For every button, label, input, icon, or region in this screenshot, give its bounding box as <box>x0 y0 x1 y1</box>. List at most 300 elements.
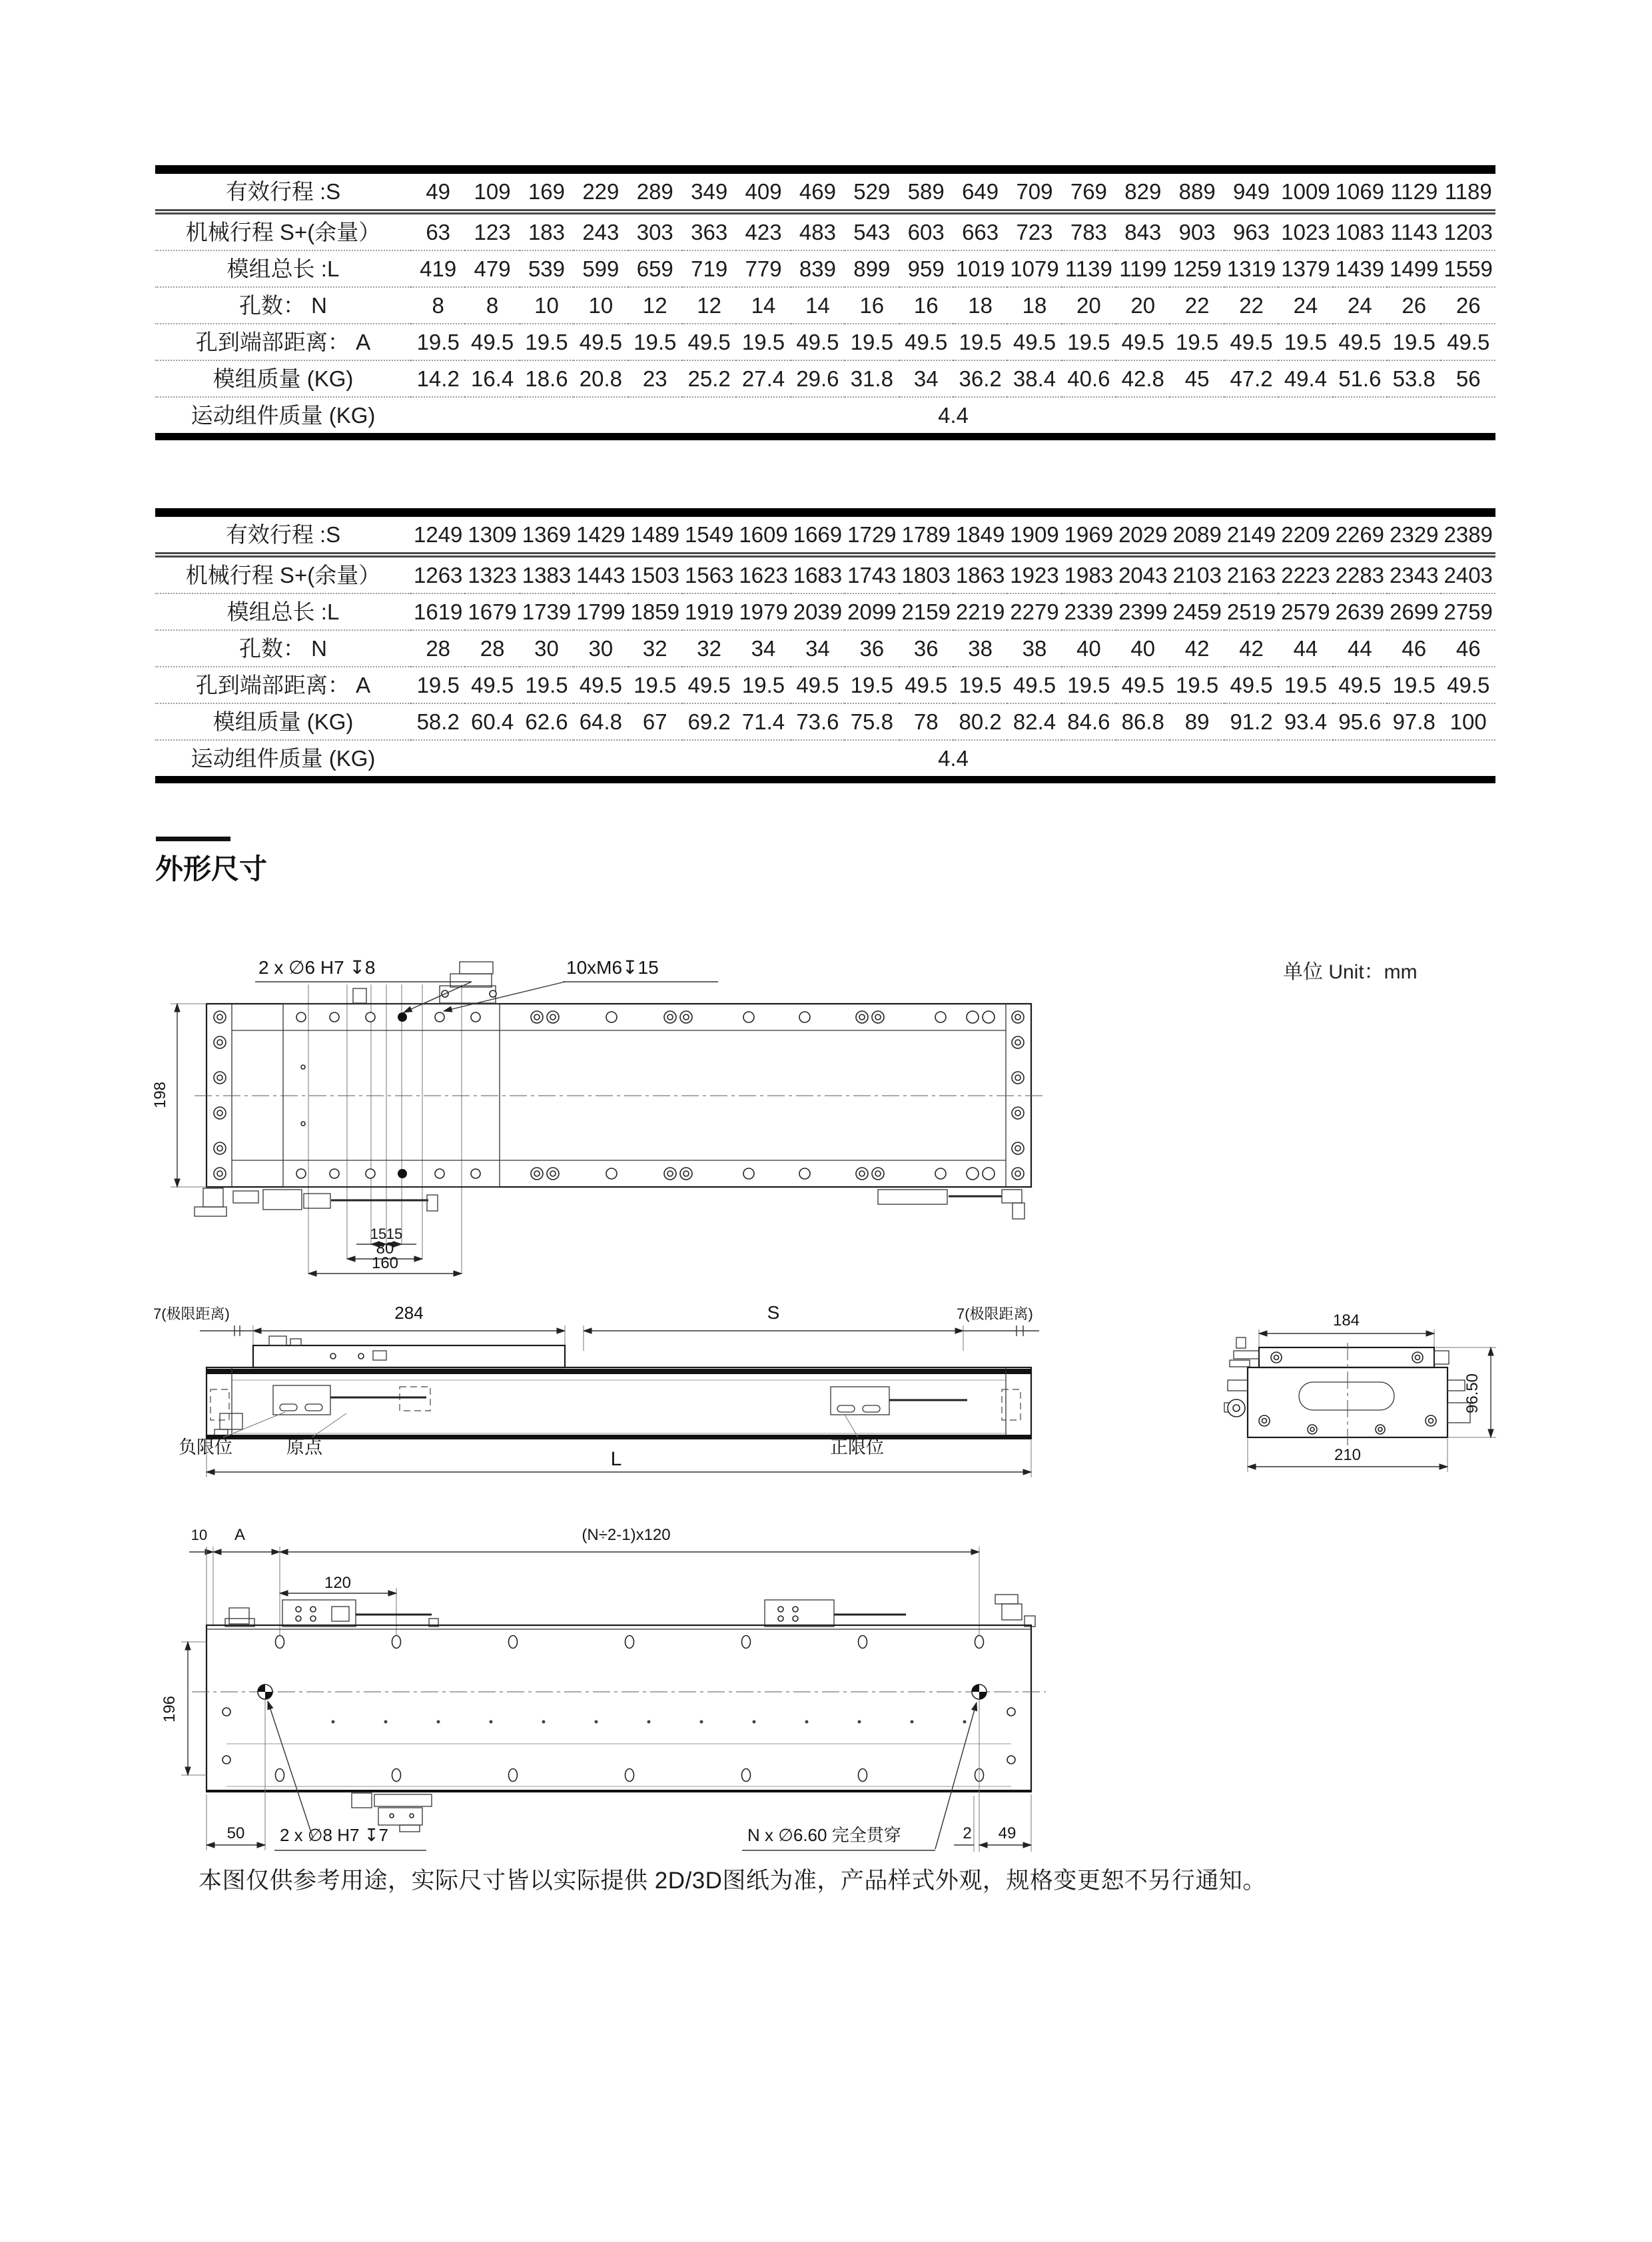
spec-value: 18 <box>968 293 993 318</box>
spec-value: 24 <box>1293 293 1318 318</box>
spec-value: 34 <box>751 636 776 661</box>
side-view-positive-limit-label: 正限位 <box>830 1437 884 1457</box>
bottom-view-dowel-callout: 2 x ∅8 H7 ↧7 <box>280 1825 388 1845</box>
spec-value: 2329 <box>1390 522 1439 547</box>
spec-value: 82.4 <box>1013 709 1056 734</box>
row-label: 孔数： N <box>239 293 327 318</box>
spec-value: 2759 <box>1444 599 1493 624</box>
spec-value: 1563 <box>684 563 734 587</box>
side-view-origin-label: 原点 <box>286 1437 322 1457</box>
spec-value: 49.5 <box>687 330 731 354</box>
spec-value: 19.5 <box>416 330 460 354</box>
spec-value: 19.5 <box>1176 673 1219 697</box>
spec-value: 67 <box>642 709 667 734</box>
spec-value: 2699 <box>1390 599 1439 624</box>
row-label: 机械行程 S+(余量） <box>185 220 381 244</box>
spec-value: 2343 <box>1390 563 1439 587</box>
side-view-stroke-dim: S <box>767 1302 780 1323</box>
spec-value: 469 <box>799 179 836 204</box>
side-view-total-length-dim: L <box>610 1448 622 1470</box>
top-view-15-left-dim: 15 <box>370 1226 387 1242</box>
spec-value: 2223 <box>1281 563 1330 587</box>
spec-value: 71.4 <box>741 709 785 734</box>
spec-value: 14 <box>751 293 776 318</box>
spec-value: 529 <box>853 179 891 204</box>
spec-value: 49.5 <box>687 673 731 697</box>
spec-value: 479 <box>474 256 511 281</box>
spec-value: 109 <box>474 179 511 204</box>
spec-value: 26 <box>1402 293 1427 318</box>
row-label: 有效行程 :S <box>225 522 341 547</box>
spec-value: 19.5 <box>1067 673 1110 697</box>
spec-value: 183 <box>528 220 565 244</box>
spec-value: 1009 <box>1281 179 1330 204</box>
spec-value: 1139 <box>1064 256 1112 281</box>
side-view-limit-left: 7(极限距离) <box>153 1306 230 1322</box>
unit-note: 单位 Unit：mm <box>1283 961 1418 983</box>
spec-value: 10 <box>588 293 614 318</box>
spec-value: 46 <box>1455 636 1481 661</box>
spec-value: 1609 <box>739 522 788 547</box>
spec-value: 40 <box>1076 636 1101 661</box>
spec-value: 49.5 <box>470 673 514 697</box>
dimension-drawings <box>0 919 1652 1918</box>
row-label: 孔到端部距离： A <box>195 673 371 697</box>
spec-value: 23 <box>642 366 667 391</box>
spec-value: 49.5 <box>796 673 839 697</box>
spec-value: 46 <box>1402 636 1427 661</box>
spec-value: 19.5 <box>741 330 785 354</box>
spec-value: 20.8 <box>579 366 622 391</box>
spec-value: 2283 <box>1335 563 1385 587</box>
spec-value: 2209 <box>1281 522 1330 547</box>
spec-value: 719 <box>691 256 728 281</box>
end-view-drawing <box>1224 1311 1496 1472</box>
spec-value: 1309 <box>468 522 517 547</box>
spec-row <box>155 703 1495 740</box>
row-label: 模组质量 (KG) <box>212 366 354 391</box>
spec-value: 2219 <box>955 599 1005 624</box>
spec-value: 20 <box>1076 293 1101 318</box>
spec-value: 44 <box>1293 636 1318 661</box>
spec-value: 22 <box>1184 293 1210 318</box>
spec-value: 24 <box>1347 293 1372 318</box>
spec-value: 1203 <box>1444 220 1493 244</box>
spec-value: 31.8 <box>850 366 893 391</box>
side-view-negative-limit-label: 负限位 <box>179 1437 232 1457</box>
spec-value: 2149 <box>1226 522 1276 547</box>
spec-value: 19.5 <box>1176 330 1219 354</box>
spec-value: 38 <box>968 636 993 661</box>
spec-row <box>155 593 1495 630</box>
spec-value: 25.2 <box>687 366 731 391</box>
spec-value: 58.2 <box>416 709 460 734</box>
spec-value: 36 <box>913 636 939 661</box>
spec-value: 34 <box>805 636 830 661</box>
spec-value: 16 <box>913 293 939 318</box>
spec-value: 169 <box>528 179 565 204</box>
spec-value: 2043 <box>1118 563 1168 587</box>
spec-table-1 <box>155 165 1495 440</box>
bottom-view-pitch-first-dim: 120 <box>324 1574 352 1592</box>
row-label: 模组质量 (KG) <box>212 709 354 734</box>
spec-value: 949 <box>1233 179 1270 204</box>
spec-row <box>155 555 1495 593</box>
spec-value: 49.5 <box>470 330 514 354</box>
end-view-top-width-dim: 184 <box>1332 1311 1360 1329</box>
spec-value: 1739 <box>522 599 572 624</box>
spec-row <box>155 324 1495 360</box>
spec-row <box>155 513 1495 556</box>
spec-value: 959 <box>907 256 945 281</box>
spec-value: 2089 <box>1172 522 1222 547</box>
side-view-drawing <box>153 1302 1039 1477</box>
spec-value: 1669 <box>793 522 843 547</box>
top-view-drawing <box>151 957 1043 1274</box>
spec-value: 889 <box>1178 179 1216 204</box>
spec-value: 1069 <box>1335 179 1385 204</box>
spec-value: 289 <box>636 179 673 204</box>
spec-value: 49.5 <box>796 330 839 354</box>
spec-value: 229 <box>582 179 620 204</box>
spec-value: 903 <box>1178 220 1216 244</box>
spec-value: 1129 <box>1390 179 1438 204</box>
spec-value: 42.8 <box>1121 366 1164 391</box>
spec-value: 349 <box>691 179 728 204</box>
spec-value: 839 <box>799 256 836 281</box>
spec-row <box>155 630 1495 667</box>
spec-value: 1319 <box>1226 256 1276 281</box>
spec-value: 1859 <box>630 599 679 624</box>
spec-value: 899 <box>853 256 891 281</box>
spec-value: 1923 <box>1010 563 1059 587</box>
spec-span-value: 4.4 <box>938 746 969 771</box>
spec-value: 2579 <box>1281 599 1330 624</box>
spec-value: 49.5 <box>1013 673 1056 697</box>
top-view-dowel-callout: 2 x ∅6 H7 ↧8 <box>258 957 376 978</box>
spec-value: 19.5 <box>850 673 893 697</box>
row-label: 运动组件质量 (KG) <box>191 403 376 428</box>
spec-value: 1249 <box>413 522 463 547</box>
spec-value: 36 <box>859 636 885 661</box>
spec-value: 1979 <box>739 599 788 624</box>
spec-value: 1909 <box>1010 522 1059 547</box>
spec-value: 543 <box>853 220 891 244</box>
spec-value: 589 <box>907 179 945 204</box>
spec-value: 49.5 <box>1121 673 1164 697</box>
bottom-view-50-dim: 50 <box>226 1824 245 1842</box>
spec-value: 86.8 <box>1121 709 1164 734</box>
spec-value: 38 <box>1022 636 1047 661</box>
spec-value: 2399 <box>1118 599 1168 624</box>
spec-row <box>155 250 1495 287</box>
spec-value: 1443 <box>576 563 625 587</box>
top-view-160-dim: 160 <box>371 1254 399 1272</box>
spec-value: 97.8 <box>1392 709 1436 734</box>
spec-value: 769 <box>1070 179 1107 204</box>
spec-value: 49.5 <box>1230 330 1273 354</box>
spec-value: 1803 <box>901 563 951 587</box>
spec-value: 53.8 <box>1392 366 1436 391</box>
spec-value: 1549 <box>684 522 734 547</box>
spec-value: 963 <box>1233 220 1270 244</box>
spec-value: 1379 <box>1281 256 1330 281</box>
spec-value: 363 <box>691 220 728 244</box>
spec-value: 123 <box>474 220 511 244</box>
spec-value: 14 <box>805 293 830 318</box>
spec-value: 1679 <box>468 599 517 624</box>
spec-value: 38.4 <box>1013 366 1056 391</box>
spec-value: 49.5 <box>905 673 948 697</box>
spec-value: 49.5 <box>1338 330 1382 354</box>
spec-table-2 <box>155 508 1495 783</box>
spec-value: 49.5 <box>1013 330 1056 354</box>
spec-value: 19.5 <box>525 673 568 697</box>
spec-value: 19.5 <box>1284 673 1328 697</box>
top-view-15-right-dim: 15 <box>386 1226 403 1242</box>
spec-value: 32 <box>642 636 667 661</box>
spec-value: 22 <box>1239 293 1264 318</box>
spec-value: 409 <box>745 179 782 204</box>
spec-value: 423 <box>745 220 782 244</box>
spec-value: 49.5 <box>905 330 948 354</box>
spec-value: 18 <box>1022 293 1047 318</box>
spec-value: 93.4 <box>1284 709 1328 734</box>
spec-value: 49.5 <box>579 673 622 697</box>
spec-value: 1263 <box>413 563 463 587</box>
spec-value: 599 <box>582 256 620 281</box>
spec-value: 1729 <box>847 522 897 547</box>
spec-value: 40 <box>1130 636 1156 661</box>
spec-value: 19.5 <box>959 673 1002 697</box>
end-view-height-dim: 96.50 <box>1463 1373 1481 1414</box>
row-label: 运动组件质量 (KG) <box>191 746 376 771</box>
spec-row <box>155 287 1495 324</box>
spec-value: 1489 <box>630 522 679 547</box>
spec-value: 49.5 <box>1338 673 1382 697</box>
spec-value: 723 <box>1016 220 1053 244</box>
spec-value: 34 <box>913 366 939 391</box>
spec-value: 1969 <box>1064 522 1114 547</box>
spec-value: 69.2 <box>687 709 731 734</box>
spec-value: 1143 <box>1390 220 1438 244</box>
spec-value: 709 <box>1016 179 1053 204</box>
spec-span-value: 4.4 <box>938 403 969 428</box>
spec-value: 84.6 <box>1067 709 1110 734</box>
side-view-carriage-dim: 284 <box>394 1303 424 1323</box>
bottom-view-offset-dim: 10 <box>191 1527 208 1543</box>
spec-value: 19.5 <box>416 673 460 697</box>
spec-value: 19.5 <box>1284 330 1328 354</box>
spec-value: 51.6 <box>1338 366 1382 391</box>
spec-value: 14.2 <box>416 366 460 391</box>
spec-value: 1799 <box>576 599 625 624</box>
spec-value: 243 <box>582 220 620 244</box>
spec-value: 2163 <box>1226 563 1276 587</box>
top-view-width-dim: 198 <box>151 1081 169 1109</box>
spec-value: 1619 <box>413 599 463 624</box>
spec-value: 49.5 <box>1447 673 1490 697</box>
spec-row <box>155 740 1495 780</box>
spec-value: 2403 <box>1444 563 1493 587</box>
spec-value: 19.5 <box>525 330 568 354</box>
row-label: 机械行程 S+(余量） <box>185 563 381 587</box>
spec-value: 2459 <box>1172 599 1222 624</box>
spec-value: 659 <box>636 256 673 281</box>
spec-value: 44 <box>1347 636 1372 661</box>
spec-value: 783 <box>1070 220 1107 244</box>
spec-value: 1503 <box>630 563 679 587</box>
spec-value: 2159 <box>901 599 951 624</box>
spec-value: 2103 <box>1172 563 1222 587</box>
spec-value: 18.6 <box>525 366 568 391</box>
section-title-bar <box>156 837 230 841</box>
spec-value: 75.8 <box>850 709 893 734</box>
spec-value: 100 <box>1449 709 1487 734</box>
bottom-view-width-dim: 196 <box>161 1695 179 1723</box>
spec-value: 26 <box>1455 293 1481 318</box>
spec-value: 30 <box>534 636 559 661</box>
spec-value: 60.4 <box>470 709 514 734</box>
spec-value: 20 <box>1130 293 1156 318</box>
spec-value: 1019 <box>955 256 1005 281</box>
spec-value: 49.5 <box>1230 673 1273 697</box>
spec-value: 42 <box>1184 636 1210 661</box>
footer-note: 本图仅供参考用途，实际尺寸皆以实际提供 2D/3D图纸为准，产品样式外观，规格变更恕不另行通知。 <box>199 1868 1266 1894</box>
spec-value: 2099 <box>847 599 897 624</box>
spec-value: 62.6 <box>525 709 568 734</box>
spec-value: 40.6 <box>1067 366 1110 391</box>
spec-value: 1863 <box>955 563 1005 587</box>
spec-value: 19.5 <box>1392 673 1436 697</box>
spec-value: 78 <box>913 709 939 734</box>
spec-value: 2639 <box>1335 599 1385 624</box>
spec-value: 829 <box>1124 179 1162 204</box>
row-label: 孔到端部距离： A <box>195 330 371 354</box>
spec-value: 2269 <box>1335 522 1385 547</box>
spec-value: 32 <box>697 636 721 661</box>
spec-value: 843 <box>1124 220 1162 244</box>
spec-row <box>155 667 1495 703</box>
spec-value: 1023 <box>1281 220 1330 244</box>
spec-value: 16 <box>859 293 885 318</box>
spec-value: 49.4 <box>1284 366 1328 391</box>
spec-value: 10 <box>534 293 559 318</box>
spec-value: 303 <box>636 220 673 244</box>
spec-value: 649 <box>962 179 999 204</box>
spec-value: 419 <box>420 256 457 281</box>
bottom-view-drawing <box>161 1526 1046 1852</box>
spec-value: 1983 <box>1064 563 1114 587</box>
spec-value: 1849 <box>955 522 1005 547</box>
spec-value: 2279 <box>1010 599 1059 624</box>
spec-value: 1499 <box>1390 256 1439 281</box>
spec-value: 27.4 <box>741 366 785 391</box>
row-label: 模组总长 :L <box>226 599 340 624</box>
spec-value: 2039 <box>793 599 843 624</box>
spec-value: 63 <box>426 220 451 244</box>
spec-value: 2519 <box>1226 599 1276 624</box>
end-view-bottom-width-dim: 210 <box>1334 1446 1362 1464</box>
spec-value: 2339 <box>1064 599 1114 624</box>
spec-value: 73.6 <box>796 709 839 734</box>
spec-value: 45 <box>1184 366 1210 391</box>
spec-row <box>155 397 1495 437</box>
spec-value: 1789 <box>901 522 951 547</box>
spec-value: 1369 <box>522 522 572 547</box>
spec-value: 12 <box>697 293 721 318</box>
bottom-view-through-callout: N x ∅6.60 完全贯穿 <box>747 1825 901 1845</box>
row-label: 孔数： N <box>239 636 327 661</box>
bottom-view-pitch-pattern-dim: (N÷2-1)x120 <box>582 1526 671 1544</box>
spec-value: 539 <box>528 256 565 281</box>
spec-value: 16.4 <box>470 366 514 391</box>
spec-row <box>155 360 1495 397</box>
spec-value: 2389 <box>1444 522 1493 547</box>
spec-value: 19.5 <box>741 673 785 697</box>
spec-value: 1743 <box>847 563 897 587</box>
spec-value: 28 <box>426 636 451 661</box>
bottom-view-a-dim: A <box>234 1526 246 1544</box>
spec-value: 19.5 <box>1067 330 1110 354</box>
spec-value: 1259 <box>1172 256 1222 281</box>
spec-value: 1559 <box>1444 256 1493 281</box>
spec-value: 779 <box>745 256 782 281</box>
spec-value: 29.6 <box>796 366 839 391</box>
spec-value: 64.8 <box>579 709 622 734</box>
spec-value: 30 <box>588 636 614 661</box>
spec-value: 1383 <box>522 563 572 587</box>
spec-row <box>155 170 1495 212</box>
spec-value: 1429 <box>576 522 625 547</box>
spec-value: 12 <box>642 293 667 318</box>
spec-row <box>155 212 1495 250</box>
spec-value: 49.5 <box>1447 330 1490 354</box>
spec-value: 19.5 <box>850 330 893 354</box>
spec-value: 663 <box>962 220 999 244</box>
spec-value: 49.5 <box>1121 330 1164 354</box>
spec-value: 89 <box>1184 709 1210 734</box>
spec-value: 95.6 <box>1338 709 1382 734</box>
spec-value: 19.5 <box>633 330 677 354</box>
section-title: 外形尺寸 <box>155 853 268 885</box>
spec-value: 603 <box>907 220 945 244</box>
spec-value: 1083 <box>1335 220 1385 244</box>
spec-value: 56 <box>1455 366 1481 391</box>
spec-value: 47.2 <box>1230 366 1273 391</box>
top-view-tap-callout: 10xM6↧15 <box>566 957 659 978</box>
side-view-limit-right: 7(极限距离) <box>957 1306 1033 1322</box>
spec-value: 483 <box>799 220 836 244</box>
spec-value: 19.5 <box>633 673 677 697</box>
spec-value: 1683 <box>793 563 843 587</box>
spec-value: 36.2 <box>959 366 1002 391</box>
spec-value: 49 <box>426 179 451 204</box>
spec-value: 42 <box>1239 636 1264 661</box>
top-view-80-dim: 80 <box>376 1240 394 1258</box>
row-label: 模组总长 :L <box>226 256 340 281</box>
spec-value: 91.2 <box>1230 709 1273 734</box>
spec-value: 1323 <box>468 563 517 587</box>
spec-value: 19.5 <box>959 330 1002 354</box>
spec-value: 80.2 <box>959 709 1002 734</box>
spec-value: 1079 <box>1010 256 1059 281</box>
spec-value: 1919 <box>684 599 734 624</box>
spec-value: 1439 <box>1335 256 1385 281</box>
spec-value: 2029 <box>1118 522 1168 547</box>
bottom-view-2-dim: 2 <box>963 1824 972 1842</box>
spec-value: 28 <box>480 636 505 661</box>
